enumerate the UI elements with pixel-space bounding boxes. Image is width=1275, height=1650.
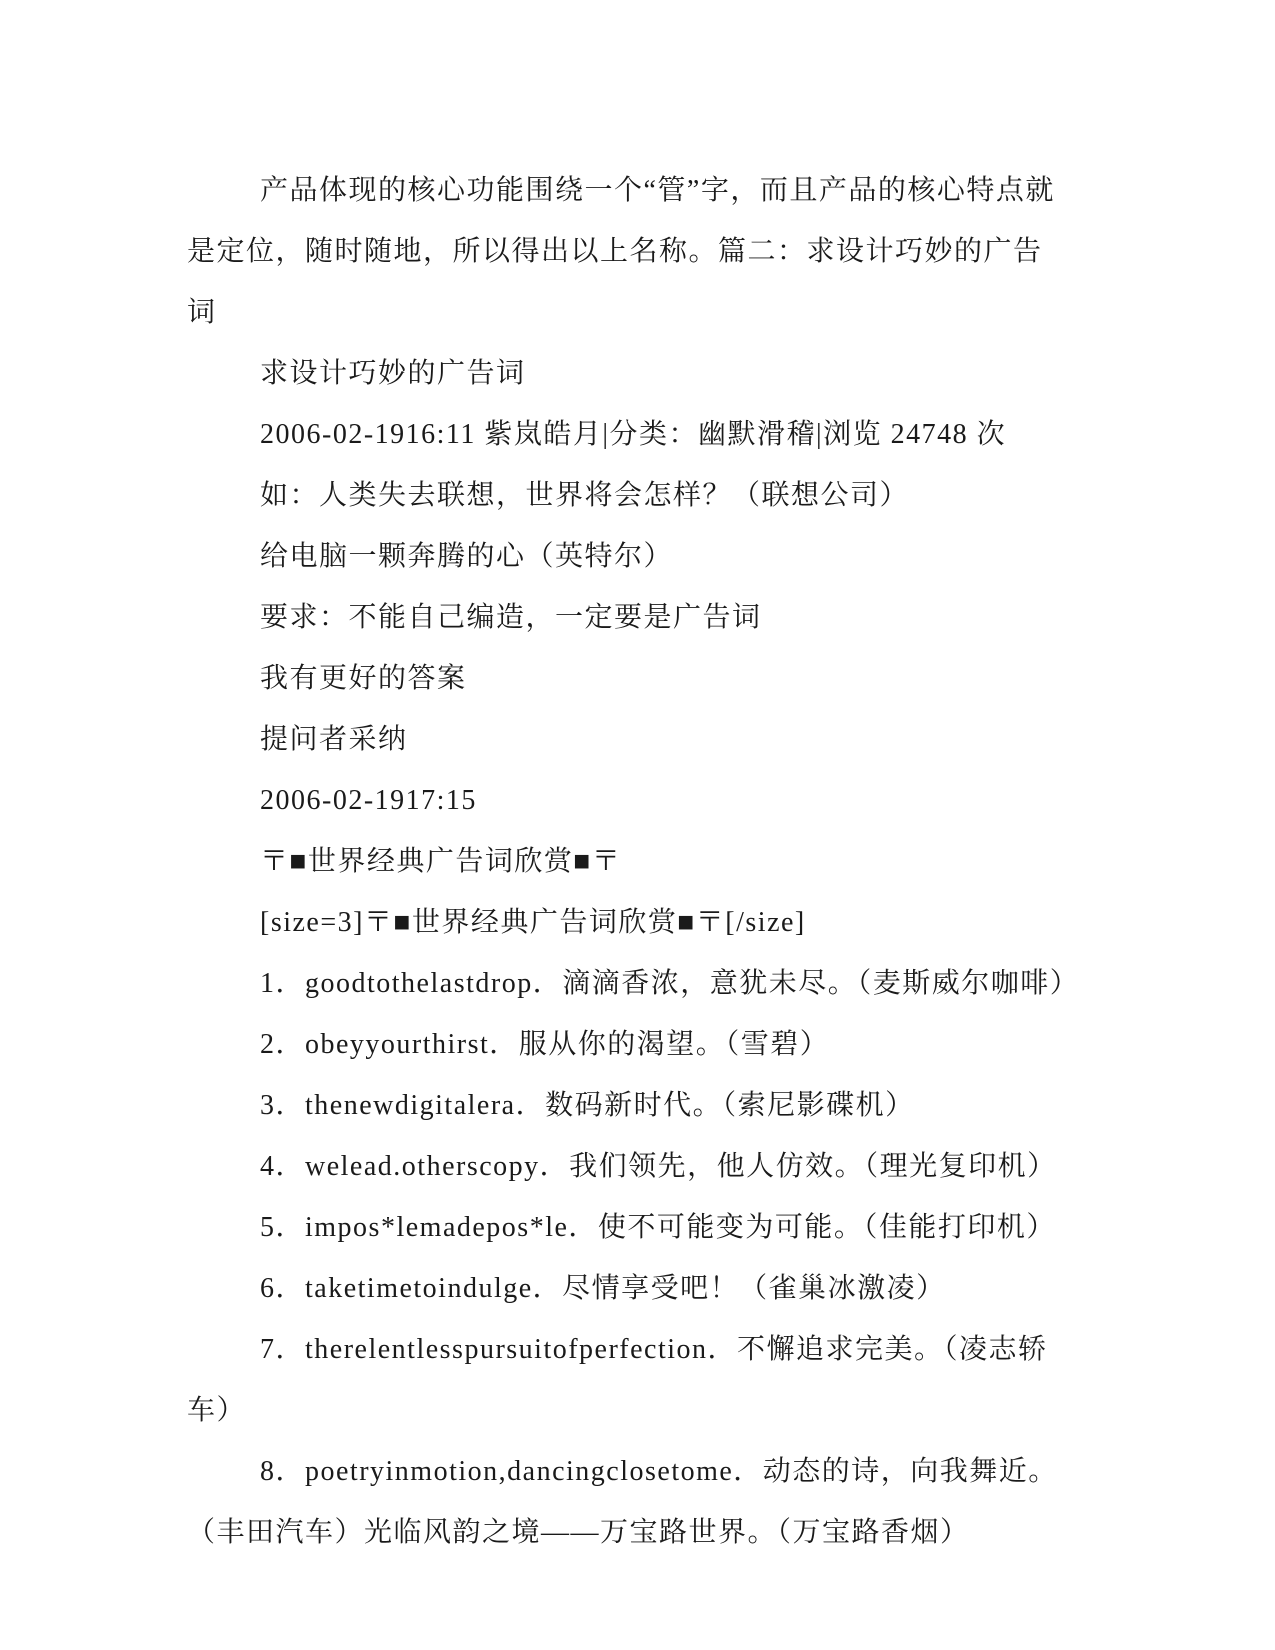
- list-item-slogan-3: 3．thenewdigitalera．数码新时代。（索尼影碟机）: [260, 1090, 915, 1121]
- paragraph-example-1: 如：人类失去联想，世界将会怎样？（联想公司）: [260, 480, 910, 511]
- list-item-slogan-4: 4．welead.otherscopy．我们领先，他人仿效。（理光复印机）: [260, 1151, 1057, 1182]
- list-item-slogan-2: 2．obeyyourthirst．服从你的渴望。（雪碧）: [260, 1029, 830, 1060]
- list-item-slogan-8: 8．poetryinmotion,dancingclosetome．动态的诗，向我舞近。（丰田汽车）光临风韵之境——万宝路世界。（万宝路香烟）: [187, 1456, 1058, 1548]
- paragraph-question-meta: 2006-02-1916:11 紫岚皓月|分类：幽默滑稽|浏览 24748 次: [260, 419, 1007, 450]
- paragraph-section-heading: 〒■世界经典广告词欣赏■〒: [260, 846, 622, 877]
- list-item-slogan-6: 6．taketimetoindulge．尽情享受吧！（雀巢冰激凌）: [260, 1273, 946, 1304]
- paragraph-requirement: 要求：不能自己编造，一定要是广告词: [260, 602, 762, 633]
- list-item-slogan-7: 7．therelentlesspursuitofperfection．不懈追求完美。（凌志轿车）: [187, 1334, 1048, 1426]
- paragraph-question-title: 求设计巧妙的广告词: [260, 358, 526, 389]
- list-item-slogan-1: 1．goodtothelastdrop．滴滴香浓，意犹未尽。（麦斯威尔咖啡）: [260, 968, 1080, 999]
- paragraph-answer-date: 2006-02-1917:15: [260, 785, 477, 816]
- paragraph-accepted: 提问者采纳: [260, 724, 408, 755]
- document-body: [187, 160, 1080, 1563]
- list-item-slogan-5: 5．impos*lemadepos*le．使不可能变为可能。（佳能打印机）: [260, 1212, 1056, 1243]
- paragraph-example-2: 给电脑一颗奔腾的心（英特尔）: [260, 541, 674, 572]
- paragraph-better-answer: 我有更好的答案: [260, 663, 467, 694]
- paragraph-section-heading-raw: [size=3]〒■世界经典广告词欣赏■〒[/size]: [260, 907, 806, 938]
- paragraph-intro: 产品体现的核心功能围绕一个“管”字，而且产品的核心特点就是定位，随时随地，所以得出以上名称。篇二：求设计巧妙的广告词: [187, 175, 1055, 328]
